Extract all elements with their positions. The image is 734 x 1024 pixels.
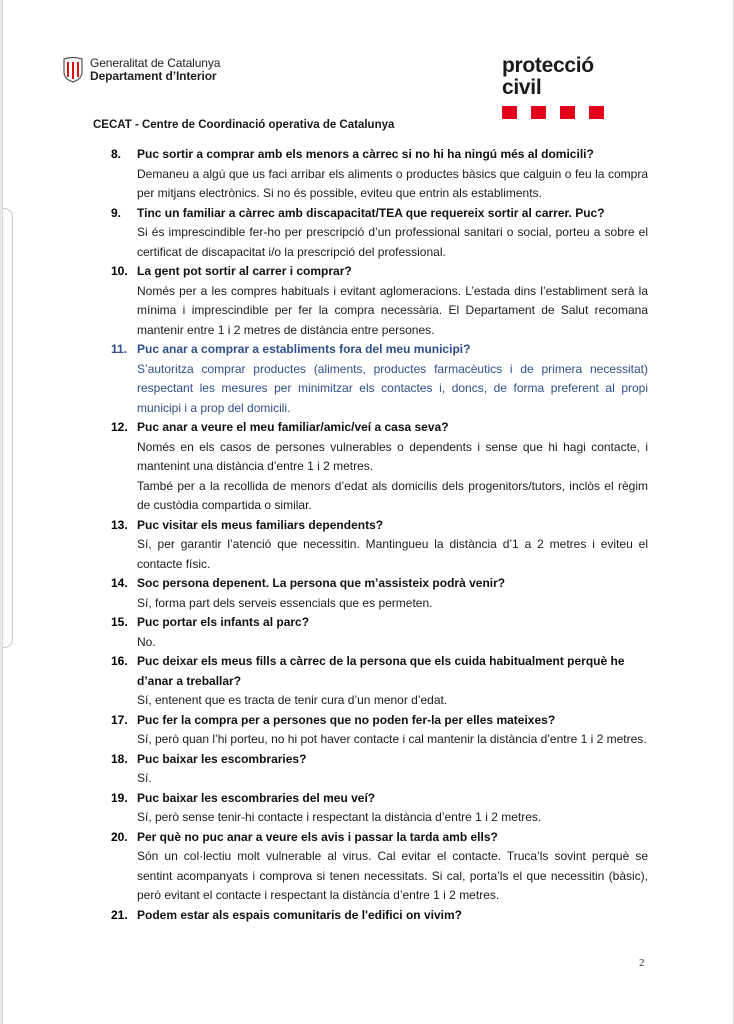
document-page: [2, 0, 734, 1024]
faq-number: 10.: [111, 264, 128, 278]
organization-header: CECAT - Centre de Coordinació operativa de Catalunya: [93, 119, 395, 131]
faq-number: 9.: [111, 205, 122, 220]
faq-item: [111, 789, 648, 828]
brand-squares: [502, 106, 634, 119]
brand-square: [531, 106, 546, 119]
faq-item: [111, 262, 648, 340]
faq-answer: Sí, per garantir l’atenció que necessitin. Mantingueu la distància d’1 a 2 metres i eviteu el contacte físic.: [137, 537, 648, 571]
faq-answer: També per a la recollida de menors d’edat als domicilis dels progenitors/tutors, inclòs el règim de custòdia compartida o similar.: [137, 478, 648, 512]
faq-answer: Sí, entenent que es tracta de tenir cura d’un menor d’edat.: [137, 693, 448, 707]
faq-question: Puc visitar els meus familiars dependents?: [137, 517, 384, 532]
faq-question: Podem estar als espais comunitaris de l'edifici on vivim?: [137, 907, 462, 922]
side-panel-handle[interactable]: [3, 208, 13, 648]
department-name: Departament d’Interior: [90, 69, 217, 83]
faq-item: [111, 828, 648, 906]
brand-square: [560, 106, 575, 119]
faq-question: Puc fer la compra per a persones que no poden fer-la per elles mateixes?: [137, 712, 556, 727]
faq-answer: Si és imprescindible fer-ho per prescripció d’un professional sanitari o social, porteu a sobre el certificat de discapacitat i/o la prescripció del professional.: [137, 225, 648, 259]
faq-question: Puc baixar les escombraries del meu veí?: [137, 790, 376, 805]
faq-answer: No.: [137, 634, 156, 649]
faq-number: 12.: [111, 420, 128, 434]
faq-number: 18.: [111, 751, 128, 766]
faq-item: [111, 613, 648, 652]
faq-number: 16.: [111, 654, 128, 668]
faq-answer: Sí, forma part dels serveis essencials que es permeten.: [137, 595, 433, 610]
faq-question: Puc sortir a comprar amb els menors a càrrec si no hi ha ningú més al domicili?: [137, 147, 594, 161]
faq-number: 11.: [111, 342, 128, 356]
faq-item: [111, 516, 648, 575]
faq-number: 13.: [111, 517, 128, 532]
faq-answer: Sí.: [137, 771, 152, 785]
faq-question: Puc anar a comprar a establiments fora del meu municipi?: [137, 342, 471, 356]
faq-list: [111, 145, 648, 925]
brand-square: [502, 106, 517, 119]
generalitat-emblem-icon: [63, 57, 83, 83]
faq-answer: Sí, però sense tenir-hi contacte i respectant la distància d’entre 1 i 2 metres.: [137, 810, 542, 824]
faq-question: Soc persona depenent. La persona que m’assisteix podrà venir?: [137, 576, 506, 590]
faq-question: Puc portar els infants al parc?: [137, 615, 310, 629]
faq-answer: Demaneu a algú que us faci arribar els aliments o productes bàsics que calguin o feu la compra per mitjans electrònics. Si no és possible, eviteu que entrin als establiments.: [137, 166, 648, 200]
proteccio-civil-logo: [502, 55, 634, 119]
brand-title: protecció civil: [502, 54, 594, 99]
faq-answer: Sí, però quan l’hi porteu, no hi pot haver contacte i cal mantenir la distància d’entre 1 i 2 metres.: [137, 732, 647, 746]
page-number: 2: [639, 957, 645, 969]
faq-number: 15.: [111, 615, 128, 629]
faq-number: 20.: [111, 829, 128, 844]
faq-question: La gent pot sortir al carrer i comprar?: [137, 264, 352, 278]
faq-number: 17.: [111, 712, 128, 727]
faq-item: [111, 906, 648, 926]
brand-square: [589, 106, 604, 119]
faq-item: [111, 145, 648, 204]
faq-question: Puc baixar les escombraries?: [137, 751, 307, 766]
faq-item: [111, 750, 648, 789]
faq-question: Tinc un familiar a càrrec amb discapacitat/TEA que requereix sortir al carrer. Puc?: [137, 205, 605, 220]
faq-answer: Són un col·lectiu molt vulnerable al virus. Cal evitar el contacte. Truca’ls sovint perquè se sentint acompanyats i comprova si tenen necessitats. Si cal, porta’ls el que necessitin (bàsic), però evitant el contacte i respectant la distància d’entre 1 i 2 metres.: [137, 849, 648, 902]
faq-number: 14.: [111, 576, 128, 590]
faq-item: [111, 418, 648, 516]
faq-item: [111, 652, 648, 711]
faq-answer: S’autoritza comprar productes (aliments, productes farmacèutics i de primera necessitat) respectant les mesures per minimitzar els contactes i, doncs, de forma preferent al propi municipi i a prop del domicili.: [137, 361, 648, 415]
faq-number: 19.: [111, 790, 128, 805]
faq-answer: Només per a les compres habituals i evitant aglomeracions. L’estada dins l’establiment serà la mínima i imprescindible per fer la compra necessària. El Departament de Salut recomana mantenir entre 1 i 2 metres de distància entre persones.: [137, 283, 648, 337]
faq-item: [111, 204, 648, 263]
faq-number: 21.: [111, 907, 128, 922]
faq-question: Puc anar a veure el meu familiar/amic/veí a casa seva?: [137, 420, 449, 434]
generalitat-logo: [63, 57, 220, 83]
generalitat-name: Generalitat de Catalunya: [90, 56, 221, 70]
faq-answer: Només en els casos de persones vulnerables o dependents i sense que hi hagi contacte, i mantenint una distància d’entre 1 i 2 metres.: [137, 439, 648, 473]
faq-number: 8.: [111, 147, 122, 161]
faq-item: [111, 574, 648, 613]
faq-question: Puc deixar els meus fills a càrrec de la persona que els cuida habitualment perquè he d’anar a treballar?: [137, 654, 625, 688]
faq-item: [111, 711, 648, 750]
faq-item: [111, 340, 648, 418]
faq-question: Per què no puc anar a veure els avis i passar la tarda amb ells?: [137, 829, 498, 844]
